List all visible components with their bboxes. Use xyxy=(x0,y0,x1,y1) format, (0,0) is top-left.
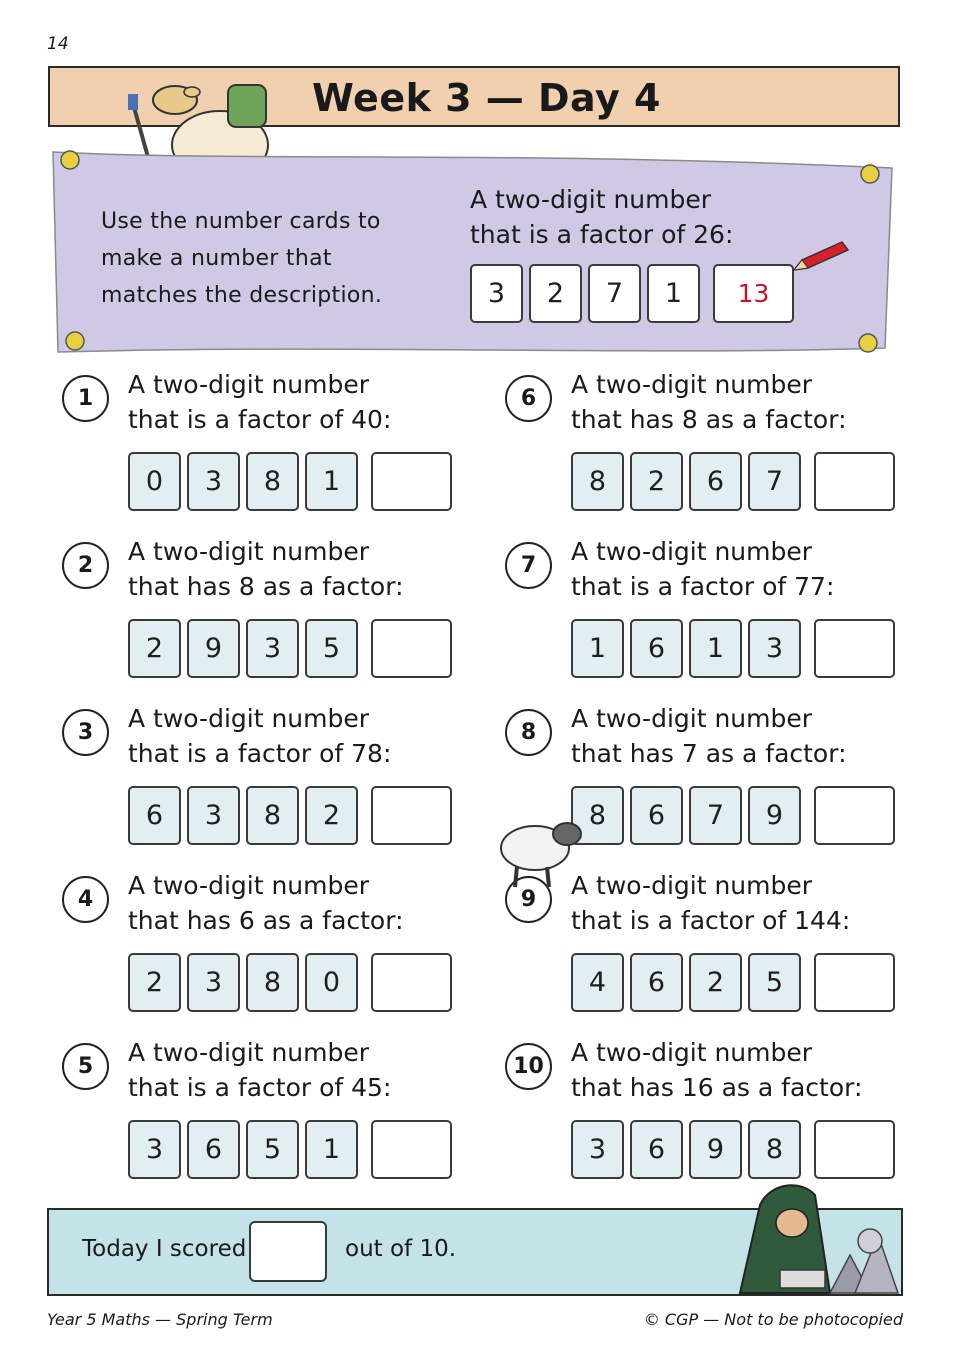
number-card: 4 xyxy=(571,953,624,1012)
pencil-icon xyxy=(790,240,850,275)
question-number: 1 xyxy=(62,375,109,422)
number-card: 5 xyxy=(748,953,801,1012)
number-card: 8 xyxy=(571,786,624,845)
number-card: 2 xyxy=(128,619,181,678)
number-card: 3 xyxy=(187,953,240,1012)
question-text xyxy=(128,1035,458,1105)
number-card: 2 xyxy=(630,452,683,511)
question-text xyxy=(571,701,901,771)
question-number: 9 xyxy=(505,876,552,923)
question-line1: A two-digit number xyxy=(128,370,370,399)
answer-box[interactable] xyxy=(371,953,452,1012)
answer-box[interactable] xyxy=(371,452,452,511)
number-card: 8 xyxy=(571,452,624,511)
question-number: 6 xyxy=(505,375,552,422)
number-card: 7 xyxy=(588,264,641,323)
number-card: 9 xyxy=(689,1120,742,1179)
number-cards xyxy=(128,786,452,845)
number-cards xyxy=(571,452,895,511)
question-line2: that has 6 as a factor: xyxy=(128,906,404,935)
question-line2: that is a factor of 40: xyxy=(128,405,392,434)
number-card: 8 xyxy=(246,452,299,511)
number-cards xyxy=(128,1120,452,1179)
number-card: 9 xyxy=(748,786,801,845)
example-line1: A two-digit number xyxy=(470,185,712,214)
instruction-text: Use the number cards to make a number that matches the description. xyxy=(101,209,383,308)
number-cards xyxy=(571,786,895,845)
question-line2: that is a factor of 77: xyxy=(571,572,835,601)
chessboard xyxy=(780,1270,825,1288)
number-card: 3 xyxy=(571,1120,624,1179)
question-text xyxy=(128,534,458,604)
number-card: 9 xyxy=(187,619,240,678)
answer-box[interactable] xyxy=(814,1120,895,1179)
number-card: 8 xyxy=(246,786,299,845)
number-card: 7 xyxy=(689,786,742,845)
number-card: 0 xyxy=(305,953,358,1012)
example-cards xyxy=(470,264,794,323)
question-line1: A two-digit number xyxy=(128,704,370,733)
example-line2: that is a factor of 26: xyxy=(470,220,734,249)
number-card: 1 xyxy=(689,619,742,678)
question-number: 7 xyxy=(505,542,552,589)
number-card: 6 xyxy=(630,1120,683,1179)
number-cards xyxy=(571,1120,895,1179)
question-line1: A two-digit number xyxy=(128,537,370,566)
question-line1: A two-digit number xyxy=(571,871,813,900)
question-line1: A two-digit number xyxy=(128,871,370,900)
question-text xyxy=(571,534,901,604)
question-line2: that has 8 as a factor: xyxy=(571,405,847,434)
question-line1: A two-digit number xyxy=(571,370,813,399)
number-card: 1 xyxy=(305,1120,358,1179)
answer-box[interactable] xyxy=(371,786,452,845)
question-number: 5 xyxy=(62,1043,109,1090)
example-answer-box: 13 xyxy=(713,264,794,323)
number-card: 3 xyxy=(187,786,240,845)
number-card: 8 xyxy=(748,1120,801,1179)
answer-box[interactable] xyxy=(814,786,895,845)
number-card: 6 xyxy=(128,786,181,845)
number-card: 5 xyxy=(305,619,358,678)
question-text xyxy=(128,868,458,938)
question-number: 8 xyxy=(505,709,552,756)
number-cards xyxy=(571,953,895,1012)
score-prefix: Today I scored xyxy=(82,1236,247,1262)
number-card: 6 xyxy=(630,619,683,678)
number-cards xyxy=(571,619,895,678)
number-card: 0 xyxy=(128,452,181,511)
question-text xyxy=(571,1035,901,1105)
question-text xyxy=(128,701,458,771)
question-text xyxy=(128,367,458,437)
example-description xyxy=(470,182,800,252)
number-card: 3 xyxy=(187,452,240,511)
question-line2: that has 16 as a factor: xyxy=(571,1073,863,1102)
question-number: 4 xyxy=(62,876,109,923)
footer-left: Year 5 Maths — Spring Term xyxy=(47,1310,273,1329)
page-number: 14 xyxy=(47,34,69,54)
number-card: 1 xyxy=(571,619,624,678)
number-card: 1 xyxy=(305,452,358,511)
number-card: 2 xyxy=(529,264,582,323)
answer-box[interactable] xyxy=(814,452,895,511)
number-card: 2 xyxy=(128,953,181,1012)
number-card: 3 xyxy=(128,1120,181,1179)
question-number: 10 xyxy=(505,1043,552,1090)
number-card: 3 xyxy=(748,619,801,678)
question-line1: A two-digit number xyxy=(571,704,813,733)
question-line2: that has 7 as a factor: xyxy=(571,739,847,768)
question-line1: A two-digit number xyxy=(571,537,813,566)
page-title: Week 3 — Day 4 xyxy=(312,76,661,120)
number-card: 2 xyxy=(305,786,358,845)
question-line2: that is a factor of 144: xyxy=(571,906,851,935)
number-card: 8 xyxy=(246,953,299,1012)
question-line1: A two-digit number xyxy=(571,1038,813,1067)
answer-box[interactable] xyxy=(814,619,895,678)
answer-box[interactable] xyxy=(371,1120,452,1179)
backpack xyxy=(228,85,266,127)
number-card: 1 xyxy=(647,264,700,323)
number-card: 6 xyxy=(630,786,683,845)
question-text xyxy=(571,367,901,437)
troll-chess-illustration xyxy=(720,1175,900,1295)
number-cards xyxy=(128,452,452,511)
question-line2: that is a factor of 78: xyxy=(128,739,392,768)
number-card: 6 xyxy=(187,1120,240,1179)
number-card: 2 xyxy=(689,953,742,1012)
number-card: 7 xyxy=(748,452,801,511)
pole-grip xyxy=(128,94,138,110)
question-number: 2 xyxy=(62,542,109,589)
number-card: 6 xyxy=(689,452,742,511)
question-number: 3 xyxy=(62,709,109,756)
score-input-box[interactable] xyxy=(249,1221,327,1282)
question-line2: that is a factor of 45: xyxy=(128,1073,392,1102)
question-line2: that has 8 as a factor: xyxy=(128,572,404,601)
number-cards xyxy=(128,619,452,678)
sheep-illustration xyxy=(497,812,587,890)
footer-right: © CGP — Not to be photocopied xyxy=(643,1310,903,1329)
question-text xyxy=(571,868,901,938)
question-line1: A two-digit number xyxy=(128,1038,370,1067)
answer-box[interactable] xyxy=(371,619,452,678)
number-cards xyxy=(128,953,452,1012)
answer-box[interactable] xyxy=(814,953,895,1012)
number-card: 5 xyxy=(246,1120,299,1179)
number-card: 3 xyxy=(246,619,299,678)
number-card: 3 xyxy=(470,264,523,323)
score-suffix: out of 10. xyxy=(345,1236,457,1262)
number-card: 6 xyxy=(630,953,683,1012)
